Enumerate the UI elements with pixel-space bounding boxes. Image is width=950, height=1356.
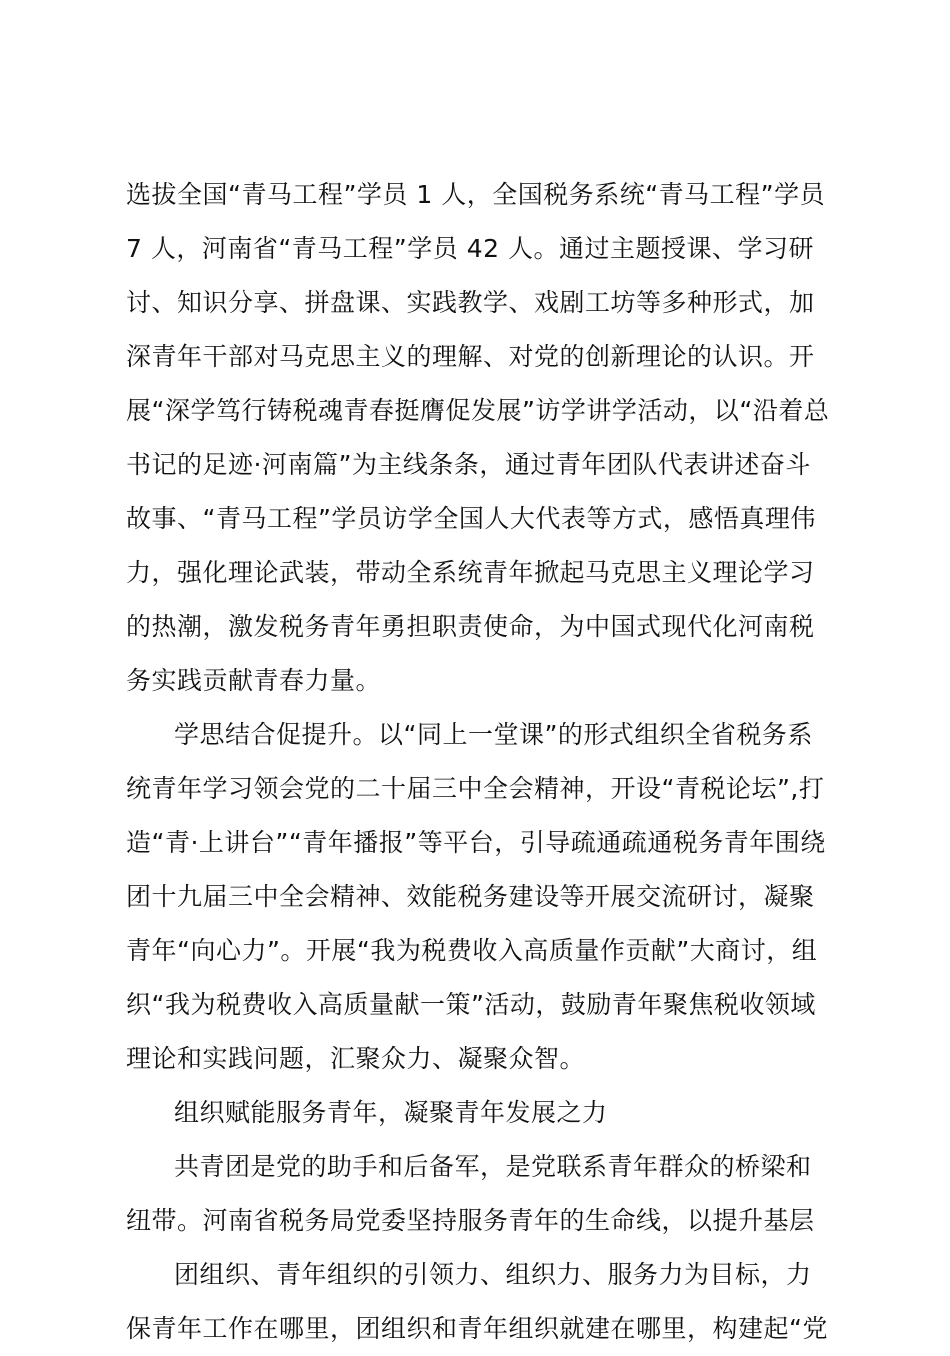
text-line: 讨、知识分享、拼盘课、实践教学、戏剧工坊等多种形式，加 xyxy=(126,288,815,317)
text-line: 7 人，河南省“青马工程”学员 42 人。通过主题授课、学习研 xyxy=(126,234,814,263)
text-line: 展“深学笃行铸税魂青春挺膺促发展”访学讲学活动，以“沿着总 xyxy=(126,396,830,425)
text-line: 造“青·上讲台”“青年播报”等平台，引导疏通疏通税务青年围绕 xyxy=(126,828,826,857)
text-line: 选拔全国“青马工程”学员 1 人，全国税务系统“青马工程”学员 xyxy=(126,180,826,209)
text-line: 的热潮，激发税务青年勇担职责使命，为中国式现代化河南税 xyxy=(126,612,815,641)
text-line: 团十九届三中全会精神、效能税务建设等开展交流研讨，凝聚 xyxy=(126,882,815,911)
paragraph-start-line: 共青团是党的助手和后备军，是党联系青年群众的桥梁和 xyxy=(174,1152,812,1181)
section-heading: 组织赋能服务青年，凝聚青年发展之力 xyxy=(174,1098,608,1127)
text-line: 书记的足迹·河南篇”为主线条条，通过青年团队代表讲述奋斗 xyxy=(126,450,811,479)
text-line: 故事、“青马工程”学员访学全国人大代表等方式，感悟真理伟 xyxy=(126,504,816,533)
text-line: 务实践贡献青春力量。 xyxy=(126,666,382,695)
text-line: 保青年工作在哪里，团组织和青年组织就建在哪里，构建起“党 xyxy=(126,1314,828,1343)
text-line: 深青年干部对马克思主义的理解、对党的创新理论的认识。开 xyxy=(126,342,815,371)
text-line: 理论和实践问题，汇聚众力、凝聚众智。 xyxy=(126,1044,586,1073)
document-body xyxy=(126,168,836,1356)
paragraph-start-line: 学思结合促提升。以“同上一堂课”的形式组织全省税务系 xyxy=(174,720,813,749)
text-line: 纽带。河南省税务局党委坚持服务青年的生命线，以提升基层 xyxy=(126,1206,815,1235)
text-line: 青年“向心力”。开展“我为税费收入高质量作贡献”大商讨，组 xyxy=(126,936,818,965)
paragraph-start-line: 团组织、青年组织的引领力、组织力、服务力为目标，力 xyxy=(174,1260,812,1289)
text-line: 织“我为税费收入高质量献一策”活动，鼓励青年聚焦税收领域 xyxy=(126,990,816,1019)
text-line: 力，强化理论武装，带动全系统青年掀起马克思主义理论学习 xyxy=(126,558,815,587)
text-line: 统青年学习领会党的二十届三中全会精神，开设“青税论坛”,打 xyxy=(126,774,825,803)
